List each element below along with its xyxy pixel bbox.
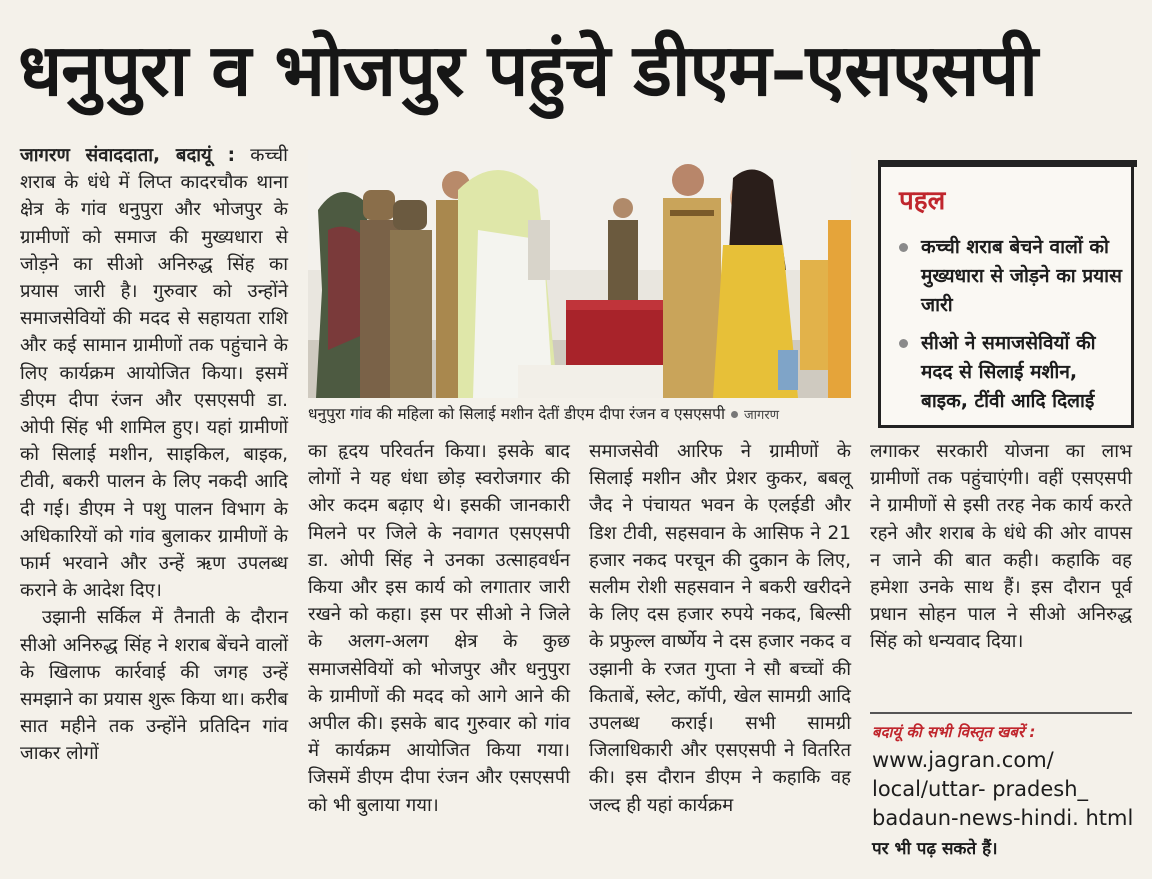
box-title: पहल: [899, 186, 946, 216]
promo-label: बदायूं की सभी विस्तृत खबरें :: [872, 723, 1036, 741]
headline: धनुपुरा व भोजपुर पहुंचे डीएम–एसएसपी: [18, 28, 1037, 112]
highlight-item: [899, 233, 1125, 320]
promo-block: [872, 746, 1134, 864]
caption-text: धनुपुरा गांव की महिला को सिलाई मशीन देतीं डीएम दीपा रंजन व एसएसपी: [308, 405, 725, 423]
article-column-2: का हृदय परिवर्तन किया। इसके बाद लोगों ने यह धंधा छोड़ स्वरोजगार की ओर कदम बढ़ाए थे। इसकी जानकारी मिलने पर जिले के नवागत एसएसपी डा. ओपी सिंह ने उनका उत्साहवर्धन किया और इस कार्य को लगातार जारी रखने को कहा। इस पर सीओ ने जिले के अलग-अलग क्षेत्र के कुछ समाजसेवियों को भोजपुर और धनुपुरा के ग्रामीणों की मदद को आगे आने की अपील की। इसके बाद गुरुवार को गांव में कार्यक्रम आयोजित किया गया। जिसमें डीएम दीपा रंजन और एसएसपी को भी बुलाया गया।: [308, 441, 570, 816]
bullet-icon: [731, 411, 738, 418]
byline: जागरण संवाददाता, बदायूं :: [20, 145, 235, 166]
highlights-box: [878, 160, 1134, 428]
article-column-1: [20, 142, 288, 862]
article-column-4: लगाकर सरकारी योजना का लाभ ग्रामीणों तक पहुंचाएंगी। वहीं एसएसपी ने ग्रामीणों से इसी तरह नेक कार्य करते रहने और शराब के धंधे की ओर वापस न जाने की बात कही। कहाकि वह हमेशा उनके साथ हैं। इस दौरान पूर्व प्रधान सोहन पाल ने सीओ अनिरुद्ध सिंह को धन्यवाद दिया।: [870, 441, 1132, 653]
article-paragraph-1: कच्ची शराब के धंधे में लिप्त कादरचौक थाना क्षेत्र के गांव धनुपुरा और भोजपुर के ग्रामीणों को समाज की मुख्यधारा से जोड़ने का सीओ अनिरुद्ध सिंह का प्रयास जारी है। गुरुवार को उन्होंने समाजसेवियों की मदद से सहायता राशि और कई सामान ग्रामीणों तक पहुंचाने के लिए कार्यक्रम आयोजित किया। इसमें डीएम दीपा रंजन और एसएसपी डा. ओपी सिंह भी शामिल हुए। यहां ग्रामीणों को सिलाई मशीन, साइकिल, बाइक, टीवी, बकरी पालन के लिए नकदी आदि दी गई। डीएम ने पशु पालन विभाग के अधिकारियों को गांव बुलाकर ग्रामीणों के फार्म भरवाने और उन्हें ऋण उपलब्ध कराने के आदेश दिए।: [20, 145, 288, 602]
promo-url-link[interactable]: www.jagran.com/ local/uttar- pradesh_ badaun-news-hindi. html: [872, 748, 1134, 830]
photo-credit: जागरण: [743, 408, 780, 423]
highlight-text: कच्ची शराब बेचने वालों को मुख्यधारा से जोड़ने का प्रयास जारी: [921, 236, 1122, 316]
box-top-bar: [878, 160, 1137, 167]
photo-caption: [308, 402, 851, 426]
highlight-text: सीओ ने समाजसेवियों की मदद से सिलाई मशीन, बाइक, टींवी आदि दिलाई: [921, 332, 1096, 412]
bullet-icon: [899, 243, 908, 252]
divider: [870, 712, 1132, 714]
article-column-3: समाजसेवी आरिफ ने ग्रामीणों के सिलाई मशीन और प्रेशर कुकर, बबलू जैद ने पंचायत भवन के एलईडी और डिश टीवी, सहसवान के आसिफ ने 21 हजार नकद परचून की दुकान के लिए, सलीम रोशी सहसवान ने बकरी खरीदने के लिए दस हजार रुपये नकद, बिल्सी के प्रफुल्ल वार्ष्णेय ने दस हजार नकद व उझानी के रजत गुप्ता ने सौ बच्चों की किताबें, स्लेट, कॉपी, खेल सामग्री आदि उपलब्ध कराई। सभी सामग्री जिलाधिकारी और एसएसपी ने वितरित की। इस दौरान डीएम ने कहाकि वह जल्द ही यहां कार्यक्रम: [589, 441, 851, 816]
promo-suffix: पर भी पढ़ सकते हैं।: [872, 839, 998, 859]
highlight-item: [899, 329, 1125, 416]
bullet-icon: [899, 339, 908, 348]
news-photo: [308, 150, 851, 398]
article-paragraph-2: उझानी सर्किल में तैनाती के दौरान सीओ अनिरुद्ध सिंह ने शराब बेंचने वालों के खिलाफ कार्रवाई की जगह उन्हें समझाने का प्रयास शुरू किया था। करीब सात महीने तक उन्होंने प्रतिदिन गांव जाकर लोगों: [20, 607, 288, 765]
